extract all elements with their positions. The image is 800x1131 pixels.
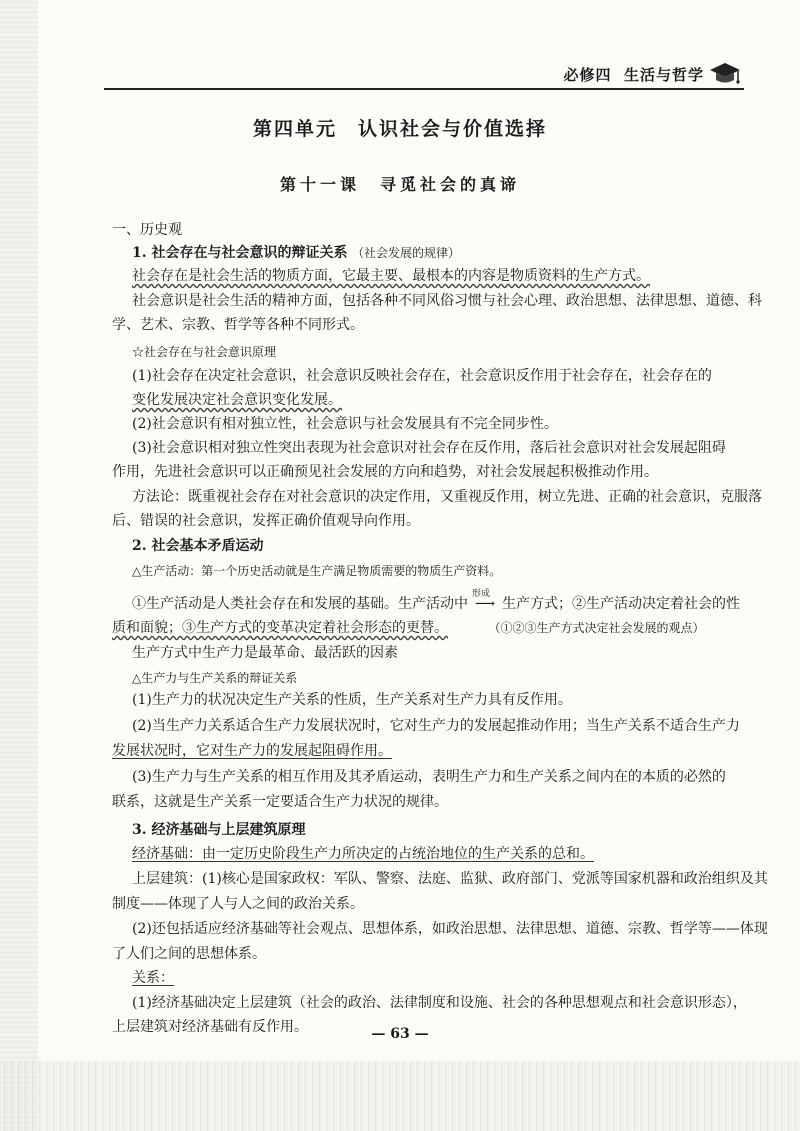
subsection-heading — [132, 243, 460, 263]
arrow-icon: 形成 ⟶ — [468, 594, 502, 614]
header-title — [564, 64, 704, 85]
scan-edge-left — [0, 0, 38, 1131]
unit-title: 第四单元 认识社会与价值选择 — [252, 118, 547, 140]
paragraph-line: 变化发展决定社会意识变化发展。 — [132, 392, 342, 408]
paragraph-line: 关系： — [132, 970, 174, 986]
handwritten-heading: ☆社会存在与社会意识原理 — [132, 345, 277, 359]
subsection-title: 1. 社会存在与社会意识的辩证关系 — [132, 245, 348, 261]
section-heading: 一、历史观 — [112, 222, 182, 238]
paragraph-line: (2)当生产力关系适合生产力发展状况时，它对生产力的发展起推动作用；当生产关系不适合生产力 — [132, 718, 740, 734]
paragraph-line: 上层建筑对经济基础有反作用。 — [112, 1019, 308, 1035]
handwritten-note: （①②③生产方式决定社会发展的观点） — [488, 621, 705, 635]
lesson-title: 第十一课 寻觅社会的真谛 — [279, 175, 520, 194]
text-run: ①生产活动是人类社会存在和发展的基础。生产活动中 — [132, 596, 468, 612]
page-number: — 63 — — [371, 1026, 429, 1042]
text-run: 生产方式；②生产活动决定着社会的性 — [502, 596, 740, 612]
scan-edge-bottom — [0, 1061, 800, 1131]
paragraph-line: (1)生产力的状况决定生产关系的性质，生产关系对生产力具有反作用。 — [132, 692, 572, 708]
paragraph-line: 学、艺术、宗教、哲学等各种不同形式。 — [112, 317, 364, 333]
text-run: 质和面貌；③生产方式的变革决定着社会形态的更替。 — [112, 620, 448, 636]
paragraph-line: (1)经济基础决定上层建筑（社会的政治、法律制度和设施、社会的各种思想观点和社会意识形态）， — [132, 995, 747, 1011]
paragraph-line — [112, 618, 704, 638]
subsection-title: 2. 社会基本矛盾运动 — [132, 538, 264, 554]
paragraph-line: 作用，先进社会意识可以正确预见社会发展的方向和趋势，对社会发展起积极推动作用。 — [112, 464, 658, 480]
paragraph-line: 生产方式中生产力是最革命、最活跃的因素 — [132, 645, 398, 661]
arrow-label: 形成 — [472, 589, 491, 599]
paragraph-line: 了人们之间的思想体系。 — [112, 946, 266, 962]
paragraph-line: 社会存在是社会生活的物质方面，它最主要、最根本的内容是物质资料的生产方式。 — [132, 268, 650, 284]
paragraph-line: (3)生产力与生产关系的相互作用及其矛盾运动，表明生产力和生产关系之间内在的本质的必然的 — [132, 769, 726, 785]
header-book: 必修四 — [563, 66, 612, 84]
paragraph-line: (3)社会意识相对独立性突出表现为社会意识对社会存在反作用，落后社会意识对社会发展起阻碍 — [132, 440, 726, 456]
handwritten-note: （社会发展的规律） — [351, 246, 460, 260]
paragraph-line: 上层建筑：(1)核心是国家政权：军队、警察、法庭、监狱、政府部门、党派等国家机器和政治组织及其 — [132, 871, 768, 887]
page-header — [104, 60, 744, 90]
paragraph-line — [132, 589, 740, 614]
paragraph-line: 制度——体现了人与人之间的政治关系。 — [112, 896, 364, 912]
paragraph-line: 经济基础：由一定历史阶段生产力所决定的占统治地位的生产关系的总和。 — [132, 846, 594, 862]
handwritten-heading: △生产力与生产关系的辩证关系 — [132, 671, 298, 685]
paragraph-line: 联系，这就是生产关系一定要适合生产力状况的规律。 — [112, 794, 448, 810]
paragraph-line: (2)社会意识有相对独立性，社会意识与社会发展具有不完全同步性。 — [132, 416, 558, 432]
paragraph-line: 方法论：既重视社会存在对社会意识的决定作用，又重视反作用，树立先进、正确的社会意识，克服落 — [132, 489, 762, 505]
paragraph-line: 发展状况时，它对生产力的发展起阻碍作用。 — [112, 743, 392, 759]
subsection-title: 3. 经济基础与上层建筑原理 — [132, 822, 306, 838]
paragraph-line: 后、错误的社会意识，发挥正确价值观导向作用。 — [112, 513, 420, 529]
handwritten-note: △生产活动：第一个历史活动就是生产满足物质需要的物质生产资料。 — [132, 564, 502, 578]
graduation-cap-icon — [708, 60, 742, 86]
header-subject: 生活与哲学 — [623, 66, 704, 84]
paragraph-line: 社会意识是社会生活的精神方面，包括各种不同风俗习惯与社会心理、政治思想、法律思想、道德、科 — [132, 293, 762, 309]
paragraph-line: (1)社会存在决定社会意识，社会意识反映社会存在，社会意识反作用于社会存在，社会存在的 — [132, 368, 712, 384]
paragraph-line: (2)还包括适应经济基础等社会观点、思想体系，如政治思想、法律思想、道德、宗教、哲学等——体现 — [132, 921, 768, 937]
